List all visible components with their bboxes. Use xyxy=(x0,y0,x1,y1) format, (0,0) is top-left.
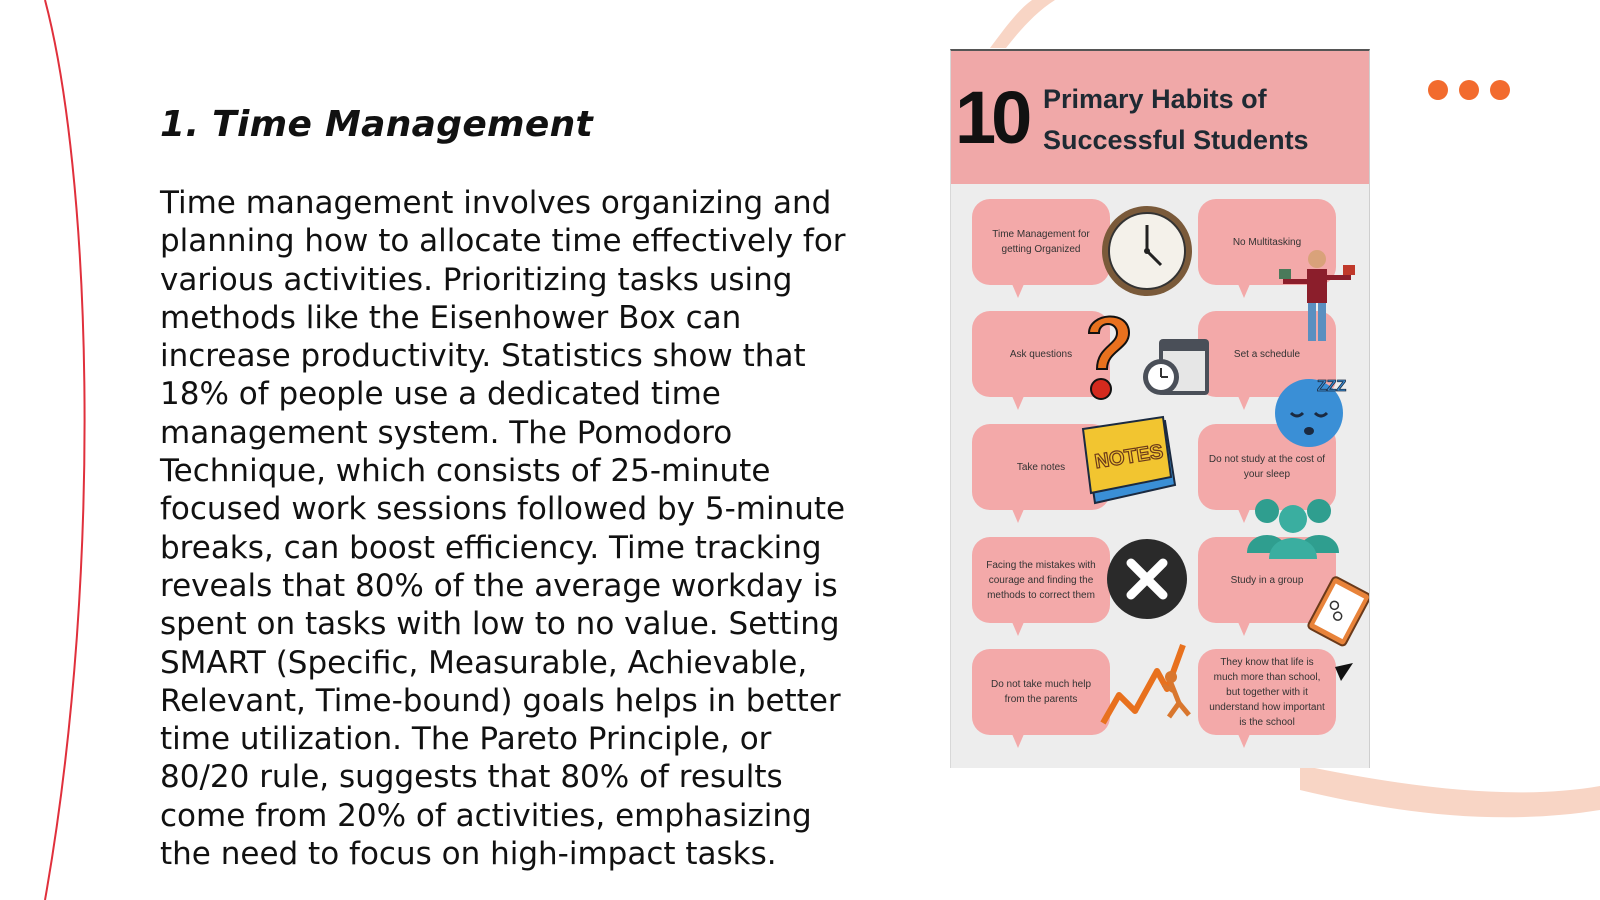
notes-icon xyxy=(1079,415,1179,511)
infographic-number: 10 xyxy=(955,76,1028,159)
slide-paragraph: Time management involves organizing and planning how to allocate time effectively for various activities. Prioritizing tasks using methods like the Eisenhower Box can increase productivity. Statistics show that 18% of people use a dedicated time management system. The Pomodoro Technique, which consists of 25-minute focused work sessions followed by 5-minute breaks, can boost efficiency. Time tracking reveals that 80% of the average workday is spent on tasks with low to no value. Setting SMART (Specific, Measurable, Achievable, Relevant, Time-bound) goals helps in better time utilization. The Pareto Principle, or 80/20 rule, suggests that 80% of results come from 20% of activities, emphasizing the need to focus on high-impact tasks. xyxy=(160,185,846,873)
habit-bubble: Do not take much help from the parents xyxy=(972,649,1110,735)
x-mark-icon xyxy=(1105,537,1189,621)
sleeping-face-icon xyxy=(1273,373,1351,451)
infographic-title: Primary Habits of Successful Students xyxy=(1043,84,1309,155)
habit-bubble: Do not study at the cost of your sleep xyxy=(1198,424,1336,510)
infographic-header xyxy=(951,51,1369,184)
climbing-person-icon xyxy=(1099,637,1197,733)
habit-bubble: They know that life is much more than school, but together with it understand how important is the school xyxy=(1198,649,1336,735)
clipboard-icon xyxy=(1299,571,1369,683)
clock-icon xyxy=(1099,203,1195,299)
habit-bubble: Ask questions xyxy=(972,311,1110,397)
menu-dots[interactable] xyxy=(1428,80,1510,100)
habit-bubble: Set a schedule xyxy=(1198,311,1336,397)
notes-label: NOTES xyxy=(1093,440,1165,474)
habit-bubble: Study in a group xyxy=(1198,537,1336,623)
dot-icon xyxy=(1490,80,1510,100)
dot-icon xyxy=(1428,80,1448,100)
peach-swoosh-bottom xyxy=(1300,765,1600,817)
peach-swoosh-top xyxy=(990,0,1055,48)
red-curve-line xyxy=(45,0,85,900)
group-icon xyxy=(1241,493,1345,559)
multitasking-person-icon xyxy=(1277,245,1357,345)
habit-bubble: Facing the mistakes with courage and finding the methods to correct them xyxy=(972,537,1110,623)
dot-icon xyxy=(1459,80,1479,100)
habit-bubble: No Multitasking xyxy=(1198,199,1336,285)
slide-heading: 1. Time Management xyxy=(160,104,594,145)
infographic-image xyxy=(950,49,1370,768)
question-mark-icon xyxy=(1077,307,1139,403)
sleep-label: ZZZ xyxy=(1317,378,1347,395)
habit-bubble: Take notes xyxy=(972,424,1110,510)
habit-bubble: Time Management for getting Organized xyxy=(972,199,1110,285)
calendar-clock-icon xyxy=(1141,333,1213,401)
